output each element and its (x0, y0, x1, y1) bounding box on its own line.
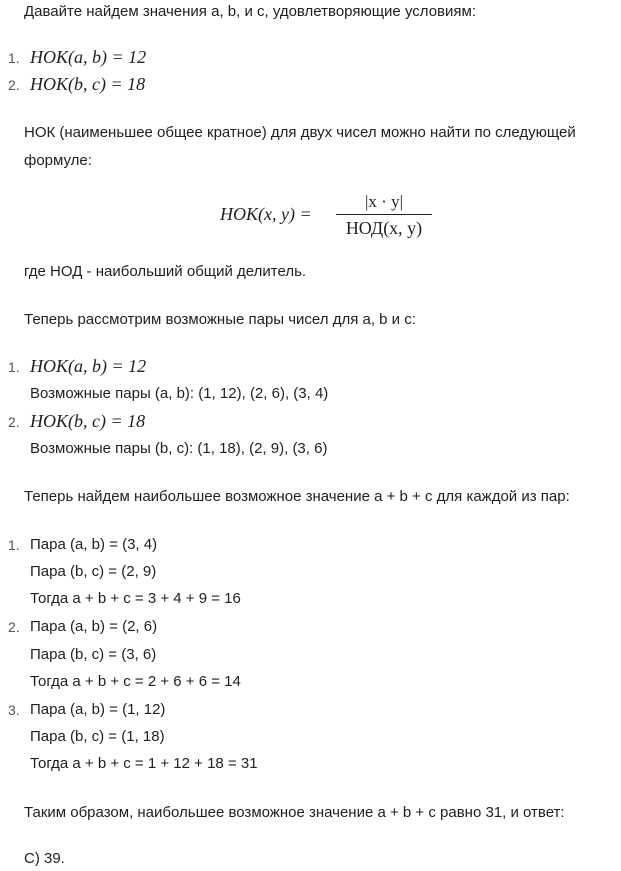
list-number: 3. (8, 702, 20, 718)
formula-lhs: HOK(x, y) = (220, 204, 312, 224)
case-sum: Тогда a + b + c = 2 + 6 + 6 = 14 (30, 673, 241, 690)
case-bc: Пара (b, c) = (3, 6) (30, 646, 157, 663)
case-bc: Пара (b, c) = (2, 9) (30, 563, 157, 580)
formula-denominator: НОД(x, y) (345, 218, 423, 238)
case-ab: Пара (a, b) = (3, 4) (30, 536, 158, 553)
condition-item: HOK(b, c) = 18 (30, 74, 146, 94)
case-bc: Пара (b, c) = (1, 18) (30, 728, 165, 745)
formula-numerator: |x · y| (365, 192, 403, 211)
pair-detail: Возможные пары (b, c): (1, 18), (2, 9), (3, 6) (30, 440, 328, 457)
case-sum: Тогда a + b + c = 3 + 4 + 9 = 16 (30, 590, 241, 607)
condition-item: HOK(a, b) = 12 (30, 47, 147, 67)
gcd-note: где НОД - наибольший общий делитель. (24, 263, 307, 280)
list-number: 2. (8, 414, 20, 430)
case-ab: Пара (a, b) = (1, 12) (30, 701, 166, 718)
list-number: 2. (8, 619, 20, 635)
pair-condition: HOK(b, c) = 18 (30, 411, 146, 431)
fraction-bar (336, 214, 432, 215)
list-number: 1. (8, 50, 20, 66)
case-ab: Пара (a, b) = (2, 6) (30, 618, 158, 635)
pair-condition: HOK(a, b) = 12 (30, 356, 147, 376)
list-number: 1. (8, 537, 20, 553)
list-number: 1. (8, 359, 20, 375)
answer: C) 39. (24, 850, 65, 867)
case-sum: Тогда a + b + c = 1 + 12 + 18 = 31 (30, 755, 258, 772)
formula-intro: формуле: (24, 152, 92, 169)
formula-fraction (336, 192, 432, 239)
pairs-intro: Теперь рассмотрим возможные пары чисел для a, b и c: (24, 311, 416, 328)
formula-intro: НОК (наименьшее общее кратное) для двух чисел можно найти по следующей (24, 124, 576, 141)
intro-text: Давайте найдем значения a, b, и c, удовлетворяющие условиям: (24, 3, 476, 20)
pair-detail: Возможные пары (a, b): (1, 12), (2, 6), (3, 4) (30, 385, 329, 402)
list-number: 2. (8, 77, 20, 93)
sum-intro: Теперь найдем наибольшее возможное значение a + b + c для каждой из пар: (24, 488, 570, 505)
conclusion: Таким образом, наибольшее возможное значение a + b + c равно 31, и ответ: (24, 804, 565, 821)
